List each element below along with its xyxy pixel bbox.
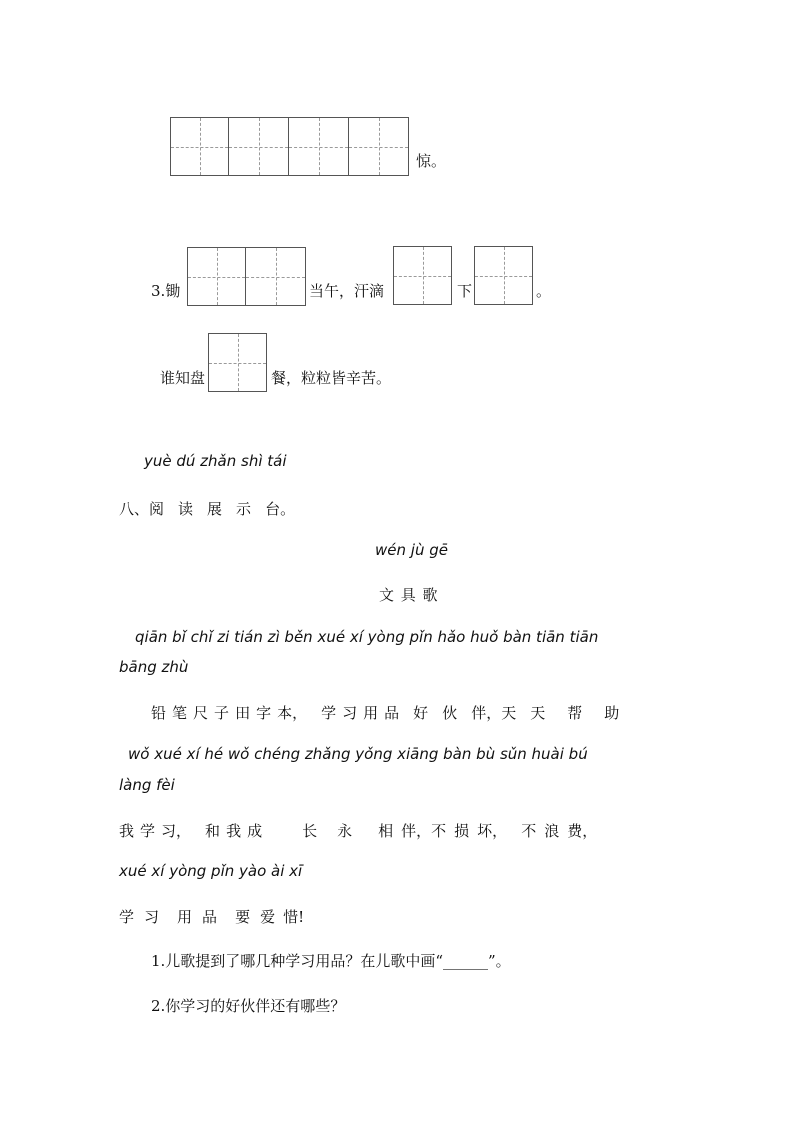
writing-cell[interactable] <box>349 117 409 176</box>
song-line-3-pinyin: xué xí yòng pǐn yào ài xī <box>119 862 303 880</box>
hanzi-char: 品 <box>202 908 218 926</box>
writing-grid-row-1 <box>170 117 409 176</box>
title-char: 读 <box>178 500 194 518</box>
hanzi-char: 子 <box>214 704 230 722</box>
hanzi-char: 我 <box>226 822 242 840</box>
song-title-pinyin: wén jù gē <box>375 541 448 559</box>
writing-grid-row-5 <box>208 333 267 392</box>
poem-line-3-mid2: 下 <box>457 282 473 300</box>
hanzi-char: 助 <box>604 704 620 722</box>
writing-cell[interactable] <box>246 247 306 306</box>
hanzi-char: 天 <box>530 704 546 722</box>
section-8-pinyin: yuè dú zhǎn shì tái <box>144 452 287 470</box>
question-2: 2.你学习的好伙伴还有哪些？ <box>151 997 346 1015</box>
hanzi-char: 不 <box>521 822 537 840</box>
hanzi-char: 本， <box>277 704 308 722</box>
title-char: 八、阅 <box>119 500 165 518</box>
song-line-1-hanzi <box>151 702 619 723</box>
writing-cell[interactable] <box>229 117 289 176</box>
writing-cell[interactable] <box>208 333 267 392</box>
song-line-1-pinyin-wrap: bāng zhù <box>119 658 189 676</box>
writing-grid-row-2 <box>187 247 306 306</box>
hanzi-char: 笔 <box>172 704 188 722</box>
hanzi-char: 学 <box>119 908 135 926</box>
song-line-3-hanzi <box>119 906 304 927</box>
hanzi-char: 品 <box>384 704 400 722</box>
hanzi-char: 字 <box>256 704 272 722</box>
hanzi-char: 习 <box>342 704 358 722</box>
hanzi-char: 伙 <box>442 704 458 722</box>
song-line-2-hanzi <box>119 820 597 841</box>
hanzi-char: 长 <box>302 822 318 840</box>
poem-line-3-end: 。 <box>536 282 552 300</box>
hanzi-char: 田 <box>235 704 251 722</box>
hanzi-char: 铅 <box>151 704 167 722</box>
writing-grid-row-4 <box>474 246 533 305</box>
question-1: 1.儿歌提到了哪几种学习用品？在儿歌中画“______”。 <box>151 952 511 970</box>
writing-cell[interactable] <box>187 247 246 306</box>
hanzi-char: 我 <box>119 822 135 840</box>
title-char: 展 <box>207 500 223 518</box>
writing-grid-row-3 <box>393 246 452 305</box>
title-char: 台。 <box>265 500 296 518</box>
hanzi-char: 永 <box>337 822 353 840</box>
song-line-1-pinyin: qiān bǐ chǐ zi tián zì běn xué xí yòng pǐn hǎo huǒ bàn tiān tiān <box>135 628 599 646</box>
song-line-2-pinyin: wǒ xué xí hé wǒ chéng zhǎng yǒng xiāng bàn bù sǔn huài bú <box>128 745 588 763</box>
poem-line-4-prefix: 谁知盘 <box>160 369 206 387</box>
hanzi-char: 费， <box>567 822 598 840</box>
hanzi-char: 爱 <box>260 908 276 926</box>
writing-cell[interactable] <box>474 246 533 305</box>
hanzi-char: 相 <box>378 822 394 840</box>
song-line-2-pinyin-wrap: làng fèi <box>119 776 175 794</box>
hanzi-char: 浪 <box>544 822 560 840</box>
poem-line-2-end: 惊。 <box>416 152 447 170</box>
writing-cell[interactable] <box>289 117 349 176</box>
hanzi-char: 伴，不 <box>401 822 447 840</box>
section-8-title <box>119 498 295 519</box>
hanzi-char: 要 <box>235 908 251 926</box>
hanzi-char: 伴，天 <box>471 704 517 722</box>
hanzi-char: 帮 <box>567 704 583 722</box>
writing-cell[interactable] <box>170 117 229 176</box>
writing-cell[interactable] <box>393 246 452 305</box>
hanzi-char: 惜! <box>283 908 305 926</box>
song-title: 文 具 歌 <box>379 586 439 604</box>
title-char: 示 <box>236 500 252 518</box>
hanzi-char: 学 <box>321 704 337 722</box>
hanzi-char: 学 <box>140 822 156 840</box>
poem-line-3-prefix: 3.锄 <box>151 282 181 300</box>
hanzi-char: 尺 <box>193 704 209 722</box>
poem-line-3-mid: 当午，汗滴 <box>309 282 385 300</box>
hanzi-char: 用 <box>363 704 379 722</box>
hanzi-char: 好 <box>413 704 429 722</box>
hanzi-char: 和 <box>205 822 221 840</box>
hanzi-char: 用 <box>177 908 193 926</box>
hanzi-char: 习 <box>144 908 160 926</box>
poem-line-4-end: 餐，粒粒皆辛苦。 <box>271 369 392 387</box>
hanzi-char: 习， <box>161 822 192 840</box>
hanzi-char: 坏， <box>477 822 508 840</box>
hanzi-char: 成 <box>247 822 263 840</box>
hanzi-char: 损 <box>454 822 470 840</box>
